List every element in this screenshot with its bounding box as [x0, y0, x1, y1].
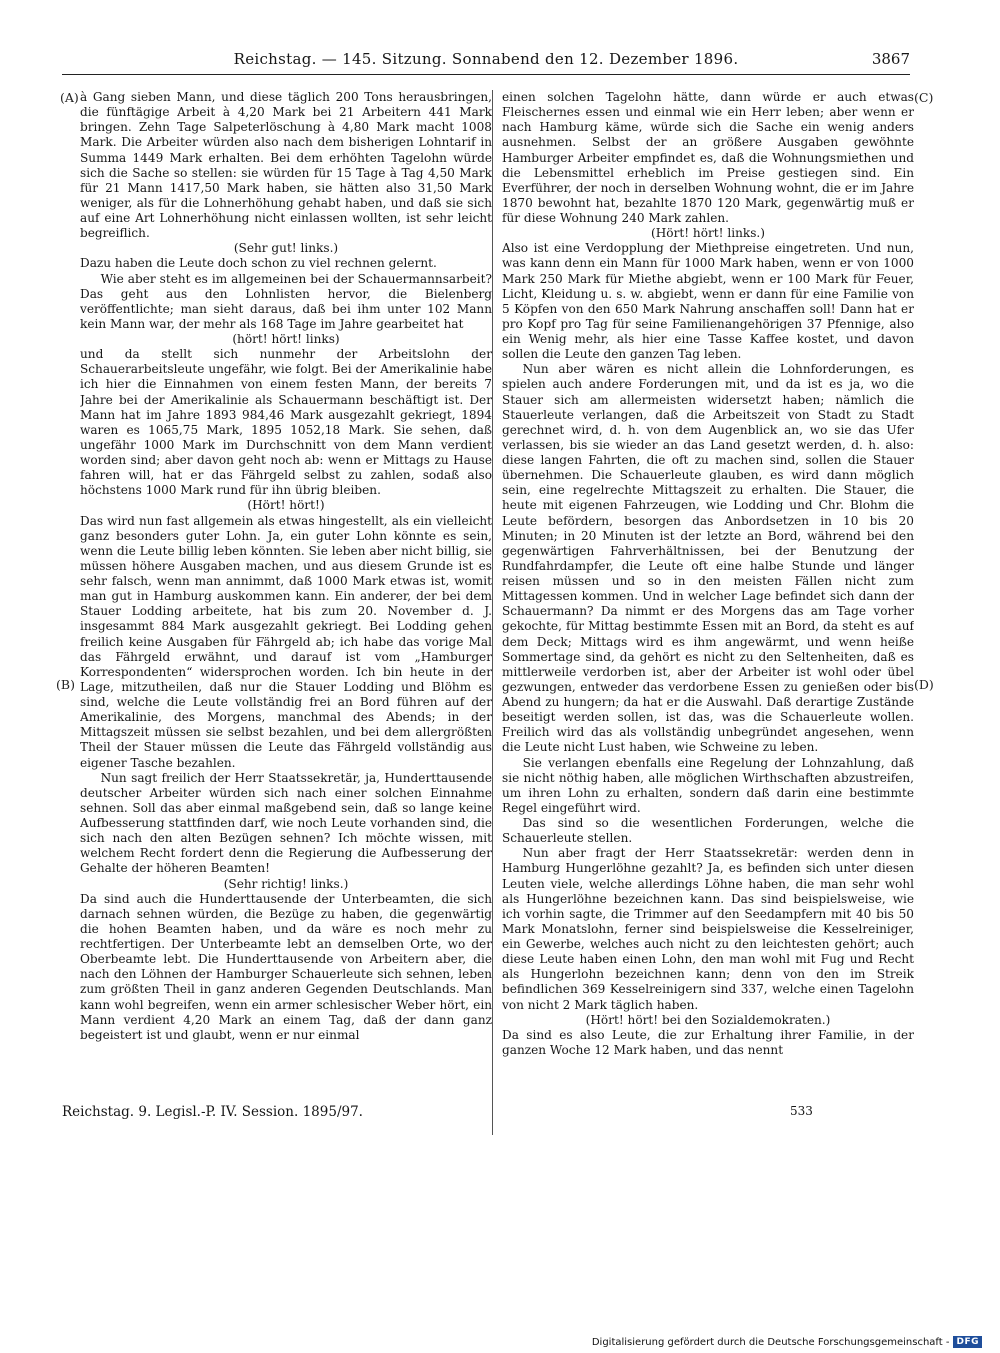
- paragraph: Also ist eine Verdopplung der Miethpreise eingetreten. Und nun, was kann denn ein Mann für 1000 Mark haben, wenn er von 1000 Mark 250 Mark für Miethe abgiebt, wenn er 100 Mark für Feuer, Licht, Kleidung u. s. w. abgiebt, wenn er dann für eine Familie von 5 Köpfen von den 650 Mark Nahrung anschaffen soll! Dann hat er pro Kopf pro Tag für seine Familienangehörigen 37 Pfennige, also ein Wenig mehr, als hier eine Tasse Kaffee kostet, und davon sollen die Leute den ganzen Tag leben.: [502, 241, 914, 362]
- margin-marker-a: (A): [60, 90, 79, 105]
- interjection: (Hört! hört! bei den Sozialdemokraten.): [585, 1012, 831, 1027]
- paragraph: Nun aber wären es nicht allein die Lohnforderungen, es spielen auch andere Forderungen mit, und da ist es ja, wo die Stauer sich am allermeisten widersetzt haben; nämlich die Stauerleute verlangen, daß die Arbeitszeit von Stadt zu Stadt gerechnet wird, d. h. von dem Augenblick an, wo sie das Ufer verlassen, bis sie wieder an das Land gesetzt werden, d. h. also: diese langen Fahrten, die oft zu machen sind, sollen die Stauer übernehmen. Die Schauerleute glauben, es wird dann möglich sein, eine regelrechte Mittagszeit zu erhalten. Die Stauer, die heute mit eigenen Fahrzeugen, wie Lodding und Chr. Blohm die Leute befördern, besorgen das Anbordsetzen in 10 bis 20 Minuten; in 20 Minuten ist der letzte an Bord, während bei den gegenwärtigen Fahrverhältnissen, bei der Benutzung der Rundfahrdampfer, die Leute oft eine halbe Stunde und länger reisen müssen und so in den meisten Fällen nicht zum Mittagessen kommen. Und in welcher Lage befindet sich dann der Schauermann? Da nimmt er des Morgens das am Tage vorher gekochte, für Mittag bestimmte Essen mit an Bord, da steht es auf dem Deck; Mittags wird es ihm angewärmt, und wenn heiße Sommertage sind, da gehört es nicht zu den Seltenheiten, daß es mittlerweile verdorben ist, aber der Arbeiter ist wohl oder übel gezwungen, entweder das verdorbene Essen zu genießen oder bis Abend zu hungern; da hat er die Auswahl. Daß derartige Zustände beseitigt werden sollen, ist das, was die Schauerleute wollen. Freilich wird das als vollständig unbegründet angesehen, wenn die Leute nicht Lust haben, wie Schweine zu leben.: [502, 362, 914, 755]
- column-divider: [492, 90, 493, 1135]
- header-rule: [62, 74, 910, 75]
- margin-marker-c: (C): [914, 90, 934, 105]
- dfg-logo: DFG: [953, 1336, 982, 1348]
- interjection: (hört! hört! links): [232, 332, 340, 346]
- interjection: (Sehr richtig! links.): [223, 876, 349, 891]
- digitization-credit: [592, 1336, 982, 1348]
- paragraph: und da stellt sich nunmehr der Arbeitslohn der Schauerarbeitsleute ungefähr, wie folgt. Bei der Amerikalinie habe ich hier die Einnahmen von einem festen Mann, der bereits 7 Jahre bei der Amerikalinie als Schauermann beschäftigt ist. Der Mann hat im Jahre 1893 984,46 Mark ausgezahlt gekriegt, 1894 waren es 1065,75 Mark, 1895 1052,18 Mark. Sie sehen, daß ungefähr 1000 Mark im Durchschnitt von dem Mann verdient worden sind; aber davon geht noch ab: wenn er Mittags zu Hause fahren will, hat er das Fährgeld selbst zu zahlen, sodaß also höchstens 1000 Mark rund für ihn übrig bleiben.: [80, 347, 492, 498]
- paragraph: Da sind es also Leute, die zur Erhaltung ihrer Familie, in der ganzen Woche 12 Mark haben, und das nennt: [502, 1027, 914, 1057]
- paragraph: Da sind auch die Hunderttausende der Unterbeamten, die sich darnach sehnen würden, die Bezüge zu haben, die gegenwärtig die hohen Beamten haben, und da wäre es noch mehr zu rechtfertigen. Der Unterbeamte lebt an demselben Orte, wo der Oberbeamte lebt. Die Hunderttausende von Arbeitern aber, die nach den Löhnen der Hamburger Schauerleute sich sehnen, leben zum größten Theil in ganz anderen Gegenden Deutschlands. Man kann wohl begreifen, wenn ein armer schlesischer Weber hört, ein Mann verdient 4,20 Mark an einem Tag, daß der dann ganz begeistert ist und glaubt, wenn er nur einmal: [80, 891, 492, 1042]
- interjection: (Hört! hört! links.): [651, 226, 765, 241]
- interjection: (Sehr gut! links.): [233, 241, 339, 256]
- footer-sheet-number: 533: [790, 1104, 813, 1118]
- running-header: [62, 48, 910, 70]
- paragraph: Nun aber fragt der Herr Staatssekretär: werden denn in Hamburg Hungerlöhne gezahlt? Ja, es befinden sich unter diesen Leuten viele, welche allerdings Löhne haben, die man sehr wohl als Hungerlöhne bezeichnen kann. Das sind beispielsweise, wie ich vorhin sagte, die Trimmer auf den Seedampfern mit 40 bis 50 Mark Monatslohn, ferner sind beispielsweise die Kesselreiniger, ein Gewerbe, welches auch nicht zu den leichtesten gehört; auch diese Leute haben einen Lohn, den man wohl mit Fug und Recht als Hungerlohn bezeichnen kann; denn von den im Streik befindlichen 369 Kesselreinigern sind 337, welche einen Tagelohn von nicht 2 Mark täglich haben.: [502, 846, 914, 1012]
- margin-marker-b: (B): [56, 677, 75, 692]
- paragraph: Das wird nun fast allgemein als etwas hingestellt, als ein vielleicht ganz besonders guter Lohn. Ja, ein guter Lohn könnte es sein, wenn die Leute billig leben könnten. Sie leben aber nicht billig, sie müssen höhere Ausgaben machen, und aus diesem Grunde ist es sehr falsch, wenn man annimmt, daß 1000 Mark etwas ist, womit man gut in Hamburg auskommen kann. Ein anderer, der bei dem Stauer Lodding arbeitete, hat bis zum 20. November d. J. insgesammt 884 Mark ausgezahlt gekriegt. Bei Lodding gehen freilich keine Ausgaben für Fährgeld ab; ich habe das vorige Mal das Fährgeld erwähnt, und darauf ist vom „Hamburger Korrespondenten“ widersprochen worden. Ich bin heute in der Lage, mitzutheilen, daß nur die Stauer Lodding und Blöhm es sind, welche die Leute vollständig frei an Bord führen auf der Amerikalinie, des Morgens, manchmal des Abends; in der Mittagszeit müssen sie selbst bezahlen, und bei dem allergrößten Theil der Stauer müssen die Leute das Fährgeld vollständig aus eigener Tasche bezahlen.: [80, 513, 492, 770]
- paragraph: Wie aber steht es im allgemeinen bei der Schauermannsarbeit? Das geht aus den Lohnlisten hervor, die Bielenberg veröffentlichte; man sieht daraus, daß bei ihm unter 102 Mann kein Mann war, der mehr als 168 Tage im Jahre gearbeitet hat: [80, 271, 492, 331]
- right-text-column: [502, 90, 914, 1060]
- paragraph: Das sind so die wesentlichen Forderungen, welche die Schauerleute stellen.: [502, 816, 914, 846]
- interjection: (Hört! hört!): [247, 498, 325, 513]
- left-text-column: [80, 90, 492, 1060]
- header-title: Reichstag. — 145. Sitzung. Sonnabend den 12. Dezember 1896.: [233, 50, 739, 68]
- paragraph: Sie verlangen ebenfalls eine Regelung der Lohnzahlung, daß sie nicht nöthig haben, alle möglichen Wirthschaften abzustreifen, um ihren Lohn zu erhalten, sondern daß darin eine bestimmte Regel eingeführt wird.: [502, 755, 914, 815]
- paragraph: Dazu haben die Leute doch schon zu viel rechnen gelernt.: [80, 256, 437, 271]
- paragraph: einen solchen Tagelohn hätte, dann würde er auch etwas Fleischernes essen und einmal wie ein Herr leben; aber wenn er nach Hamburg käme, würde sich die Sache ein wenig anders ausnehmen. Selbst der an größere Ausgaben gewöhnte Hamburger Arbeiter empfindet es, daß die Wohnungsmiethen und die Lebensmittel erheblich im Preise gestiegen sind. Ein Everführer, der noch in derselben Wohnung wohnt, die er im Jahre 1870 bewohnt hat, bezahlte 1870 120 Mark, gegenwärtig muß er für diese Wohnung 240 Mark zahlen.: [502, 90, 914, 225]
- paragraph: à Gang sieben Mann, und diese täglich 200 Tons herausbringen, die fünftägige Arbeit à 4,20 Mark bei 21 Arbeitern 441 Mark bringen. Zehn Tage Salpeterlöschung à 4,80 Mark macht 1008 Mark. Die Arbeiter würden also nach dem bisherigen Lohntarif in Summa 1449 Mark erhalten. Bei dem erhöhten Tagelohn würde sich die Sache so stellen: sie würden für 15 Tage à Tag 4,50 Mark für 21 Mann 1417,50 Mark haben, sie hätten also 31,50 Mark weniger, als für die Lohnerhöhung gehabt haben, und daß sie sich auf eine Art Lohnerhöhung nicht einlassen wollten, ist sehr leicht begreiflich.: [80, 90, 492, 241]
- footer-session: Reichstag. 9. Legisl.-P. IV. Session. 1895/97.: [62, 1104, 363, 1120]
- page-number: 3867: [871, 50, 910, 68]
- paragraph: Nun sagt freilich der Herr Staatssekretär, ja, Hunderttausende deutscher Arbeiter würden sich nach einer solchen Einnahme sehnen. Soll das aber einmal maßgebend sein, daß so lange keine Aufbesserung stattfinden darf, wie noch Leute vorhanden sind, die sich nach den alten Bezügen sehnen? Ich möchte wissen, mit welchem Recht fordert denn die Regierung die Aufbesserung der Gehalte der höheren Beamten!: [80, 770, 492, 876]
- credit-text: Digitalisierung gefördert durch die Deutsche Forschungsgemeinschaft -: [591, 1336, 950, 1348]
- margin-marker-d: (D): [914, 677, 934, 692]
